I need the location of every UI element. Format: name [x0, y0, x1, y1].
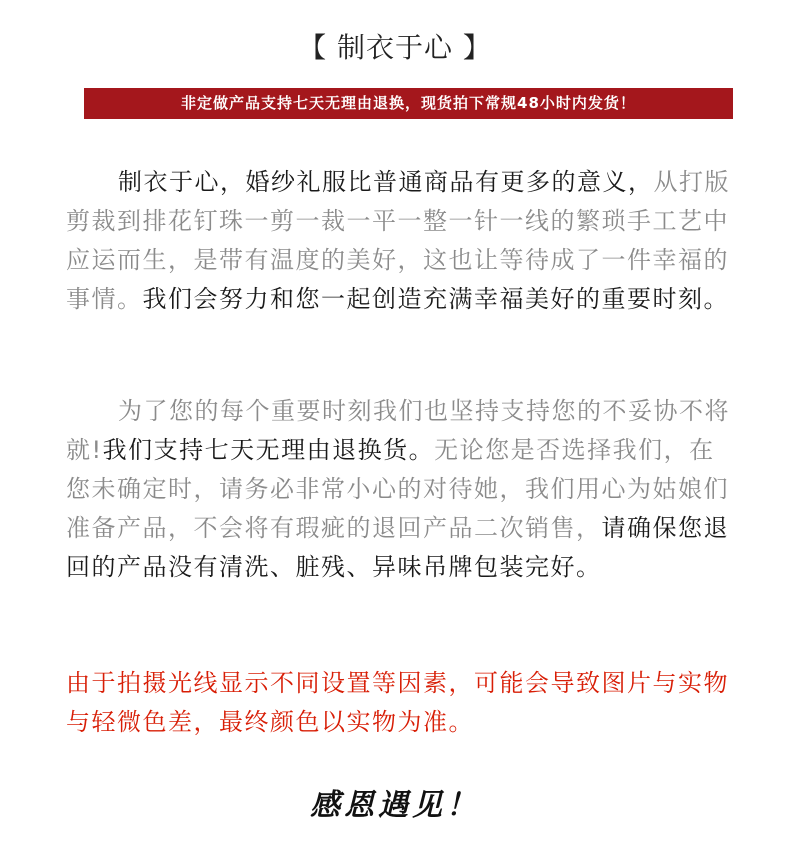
intro-craft-text: 从打版剪裁到排花钉珠一剪一裁一平一整一针一线的繁琐手工艺中应运而生，是带有温度的美好，这也让等待成了一件幸福的事情。 [66, 168, 730, 313]
policy-care-text: 无论您是否选择我们，在您未确定时，请务必非常小心的对待她，我们用心为姑娘们准备产品，不会将有瑕疵的退回产品二次销售， [66, 436, 729, 542]
intro-lead-text: 制衣于心，婚纱礼服比普通商品有更多的意义， [118, 168, 654, 196]
policy-return-text: 我们支持七天无理由退换货。 [102, 436, 435, 464]
closing-greeting: 感恩遇见！ [310, 788, 480, 823]
color-notice-paragraph: 由于拍摄光线显示不同设置等因素，可能会导致图片与实物与轻微色差，最终颜色以实物为准。 [66, 669, 729, 736]
page-title: 【 制衣于心 】 [298, 31, 492, 64]
intro-closing-text: 我们会努力和您一起创造充满幸福美好的重要时刻。 [142, 285, 729, 313]
policy-condition-text: 请确保您退回的产品没有清洗、脏残、异味吊牌包装完好。 [66, 514, 729, 581]
return-policy-paragraph [66, 392, 730, 587]
policy-lead-text: 为了您的每个重要时刻我们也坚持支持您的不妥协不将就! [66, 397, 730, 464]
shipping-return-banner: 非定做产品支持七天无理由退换，现货拍下常规48小时内发货！ [84, 88, 733, 119]
intro-paragraph [66, 163, 730, 319]
